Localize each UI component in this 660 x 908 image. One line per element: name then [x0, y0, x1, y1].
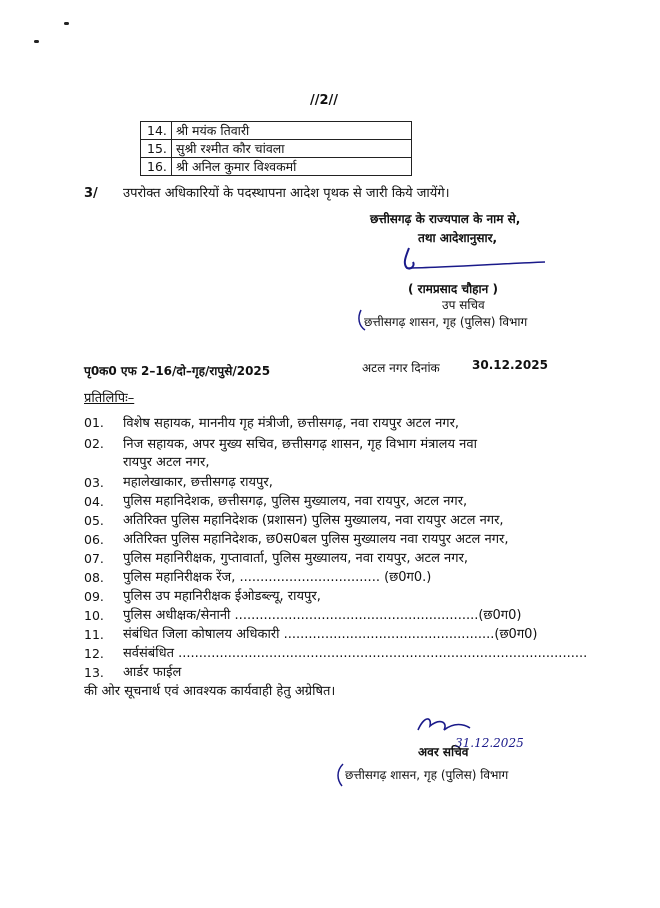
ref-place-date-label: अटल नगर दिनांक	[362, 361, 440, 375]
list-item-text: पुलिस महानिरीक्षक रेंज, .................................. (छ0ग0.)	[123, 570, 432, 585]
table-cell-name: श्री अनिल कुमार विश्वकर्मा	[172, 158, 412, 176]
scan-speck	[64, 22, 69, 25]
ref-number: पृ0क0 एफ 2–16/दो–गृह/रापुसे/2025	[84, 364, 271, 378]
list-item-text: संबंधित जिला कोषालय अधिकारी ...................................................(छ0ग0)	[123, 627, 538, 642]
footer-handwritten-date: 31.12.2025	[455, 736, 524, 750]
scan-speck	[34, 40, 39, 43]
table-row	[141, 158, 412, 176]
list-item-text: सर्वसंबंधित ...................................................................................................	[123, 646, 588, 661]
para3-number: 3/	[84, 186, 98, 201]
list-item-text: अतिरिक्त पुलिस महानिदेशक, छ0स0बल पुलिस मुख्यालय नवा रायपुर अटल नगर,	[123, 532, 509, 547]
list-item-number: 02.	[84, 436, 104, 451]
table-cell-no: 14.	[141, 122, 172, 140]
list-item-text-cont: रायपुर अटल नगर,	[123, 455, 210, 470]
para3-text: उपरोक्त अधिकारियों के पदस्थापना आदेश पृथक से जारी किये जायेंगे।	[123, 186, 450, 201]
table-row	[141, 140, 412, 158]
footer-department: छत्तीसगढ़ शासन, गृह (पुलिस) विभाग	[345, 768, 509, 782]
list-item-number: 07.	[84, 551, 104, 566]
signature-mark	[395, 244, 555, 282]
table-cell-name: सुश्री रश्मीत कौर चांवला	[172, 140, 412, 158]
table-cell-name: श्री मयंक तिवारी	[172, 122, 412, 140]
list-item-number: 06.	[84, 532, 104, 547]
list-item-number: 10.	[84, 608, 104, 623]
signatory-name: ( रामप्रसाद चौहान )	[408, 282, 498, 296]
list-item-text: अतिरिक्त पुलिस महानिदेशक (प्रशासन) पुलिस मुख्यालय, नवा रायपुर अटल नगर,	[123, 513, 504, 528]
ref-date: 30.12.2025	[472, 358, 548, 372]
list-item-number: 12.	[84, 646, 104, 661]
list-item-text: महालेखाकार, छत्तीसगढ़ रायपुर,	[123, 475, 273, 490]
officers-table	[140, 121, 412, 176]
copy-heading: प्रतिलिपिः–	[84, 391, 135, 406]
list-item-number: 13.	[84, 665, 104, 680]
page-number: //2//	[310, 93, 339, 108]
footer-initial-mark	[333, 762, 349, 790]
list-item-number: 04.	[84, 494, 104, 509]
footer-designation: अवर सचिव	[418, 745, 469, 759]
list-item-text: निज सहायक, अपर मुख्य सचिव, छत्तीसगढ़ शासन, गृह विभाग मंत्रालय नवा	[123, 437, 477, 452]
list-item-text: पुलिस उप महानिरीक्षक ईओडब्ल्यू, रायपुर,	[123, 589, 321, 604]
list-item-text: विशेष सहायक, माननीय गृह मंत्रीजी, छत्तीसगढ़, नवा रायपुर अटल नगर,	[123, 416, 460, 431]
list-item-text: पुलिस महानिरीक्षक, गुप्तावार्ता, पुलिस मुख्यालय, नवा रायपुर, अटल नगर,	[123, 551, 469, 566]
list-item-number: 11.	[84, 627, 104, 642]
closing-text: की ओर सूचनार्थ एवं आवश्यक कार्यवाही हेतु अग्रेषित।	[84, 684, 336, 699]
list-item-text: आर्डर फाईल	[123, 665, 182, 680]
signatory-designation: उप सचिव	[442, 298, 485, 312]
table-row	[141, 122, 412, 140]
list-item-number: 01.	[84, 415, 104, 430]
signatory-department: छत्तीसगढ़ शासन, गृह (पुलिस) विभाग	[364, 315, 528, 329]
table-cell-no: 16.	[141, 158, 172, 176]
signatory-initial-mark	[355, 308, 375, 334]
list-item-number: 05.	[84, 513, 104, 528]
order-line-2: तथा आदेशानुसार,	[418, 231, 498, 245]
order-line-1: छत्तीसगढ़ के राज्यपाल के नाम से,	[370, 212, 521, 226]
list-item-number: 03.	[84, 475, 104, 490]
list-item-number: 09.	[84, 589, 104, 604]
list-item-text: पुलिस महानिदेशक, छत्तीसगढ़, पुलिस मुख्यालय, नवा रायपुर, अटल नगर,	[123, 494, 468, 509]
list-item-text: पुलिस अधीक्षक/सेनानी ...........................................................(छ0ग0)	[123, 608, 522, 623]
table-cell-no: 15.	[141, 140, 172, 158]
list-item-number: 08.	[84, 570, 104, 585]
